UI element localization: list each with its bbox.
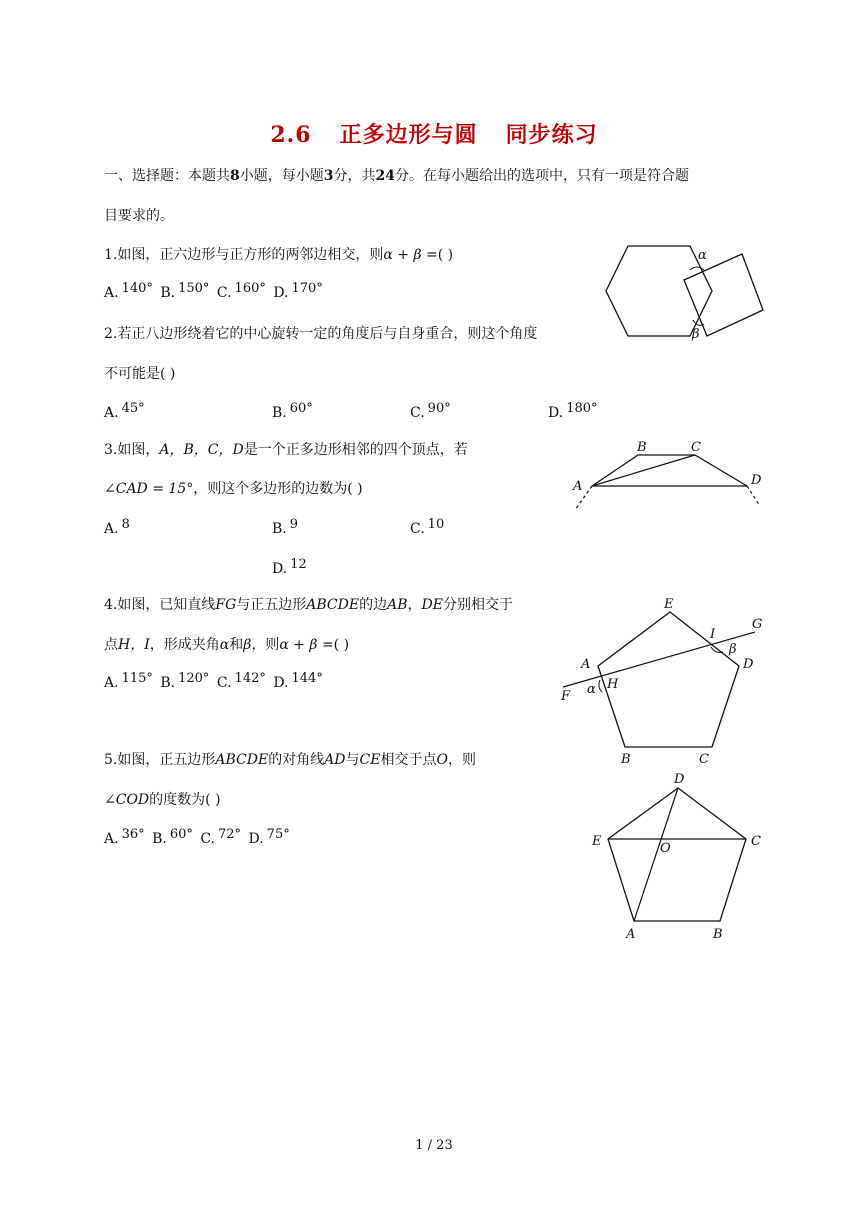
svg-text:G: G [752,617,763,632]
question-3-figure [565,436,770,516]
question-1-stem: 1.如图，正六边形与正方形的两邻边相交，则α + β =( ) [104,247,454,263]
question-2-option-d: D. 180° [548,401,598,421]
svg-text:C: C [699,752,709,767]
svg-text:E: E [664,597,674,612]
question-2-option-b: B. 60° [272,401,313,421]
svg-text:B: B [621,752,631,767]
question-5-figure [588,768,768,946]
question-1-options: A. 140° B. 150° C. 160° D. 170° [104,281,323,301]
question-3-option-c: C. 10 [410,517,445,537]
svg-text:D: D [751,473,762,488]
svg-text:B: B [713,927,723,942]
svg-text:C: C [751,834,761,849]
svg-text:E: E [592,834,602,849]
svg-text:O: O [660,841,671,856]
title-sub: 同步练习 [505,122,598,148]
question-5-stem-line2: ∠COD的度数为( ) [104,792,221,808]
page-number: 1 / 23 [415,1138,453,1153]
question-3-stem: 3.如图，A，B，C，D是一个正多边形相邻的四个顶点，若 [104,442,468,458]
question-2-stem: 2.若正八边形绕着它的中心旋转一定的角度后与自身重合，则这个角度 [104,326,538,342]
question-4-stem: 4.如图，已知直线FG与正五边形ABCDE的边AB，DE分别相交于 [104,597,513,613]
svg-text:A: A [581,657,591,672]
svg-text:α: α [698,248,707,263]
svg-text:H: H [607,677,619,692]
svg-text:β: β [692,327,700,342]
title-number: 2.6 [270,122,312,148]
question-2-option-c: C. 90° [410,401,451,421]
svg-text:D: D [674,772,685,787]
question-1-figure [600,240,770,345]
question-3-stem-line2: ∠CAD = 15°，则这个多边形的边数为( ) [104,481,363,497]
question-4-stem-line2: 点H，I，形成夹角α和β，则α + β =( ) [104,637,350,653]
svg-text:F: F [561,689,571,704]
question-3-option-d: D. 12 [272,557,307,577]
svg-text:A: A [626,927,636,942]
question-3-option-b: B. 9 [272,517,299,537]
section-instruction: 一、选择题：本题共8小题，每小题3分，共24分。在每小题给出的选项中，只有一项是符合题 [104,168,689,184]
section-instruction-line2: 目要求的。 [104,208,174,224]
question-4-options: A. 115° B. 120° C. 142° D. 144° [104,671,323,691]
svg-text:D: D [743,657,754,672]
svg-text:B: B [637,440,647,455]
page-title [0,118,868,149]
title-text: 正多边形与圆 [339,122,478,148]
question-2-stem-line2: 不可能是( ) [104,366,176,382]
svg-text:C: C [691,440,701,455]
svg-text:β: β [729,642,737,657]
svg-text:A: A [573,479,583,494]
question-4-figure [555,590,770,770]
question-5-stem: 5.如图，正五边形ABCDE的对角线AD与CE相交于点O，则 [104,752,476,768]
svg-text:α: α [587,682,596,697]
svg-text:I: I [710,627,716,642]
question-3-option-a: A. 8 [104,517,130,537]
question-5-options: A. 36° B. 60° C. 72° D. 75° [104,827,290,847]
question-2-option-a: A. 45° [104,401,145,421]
